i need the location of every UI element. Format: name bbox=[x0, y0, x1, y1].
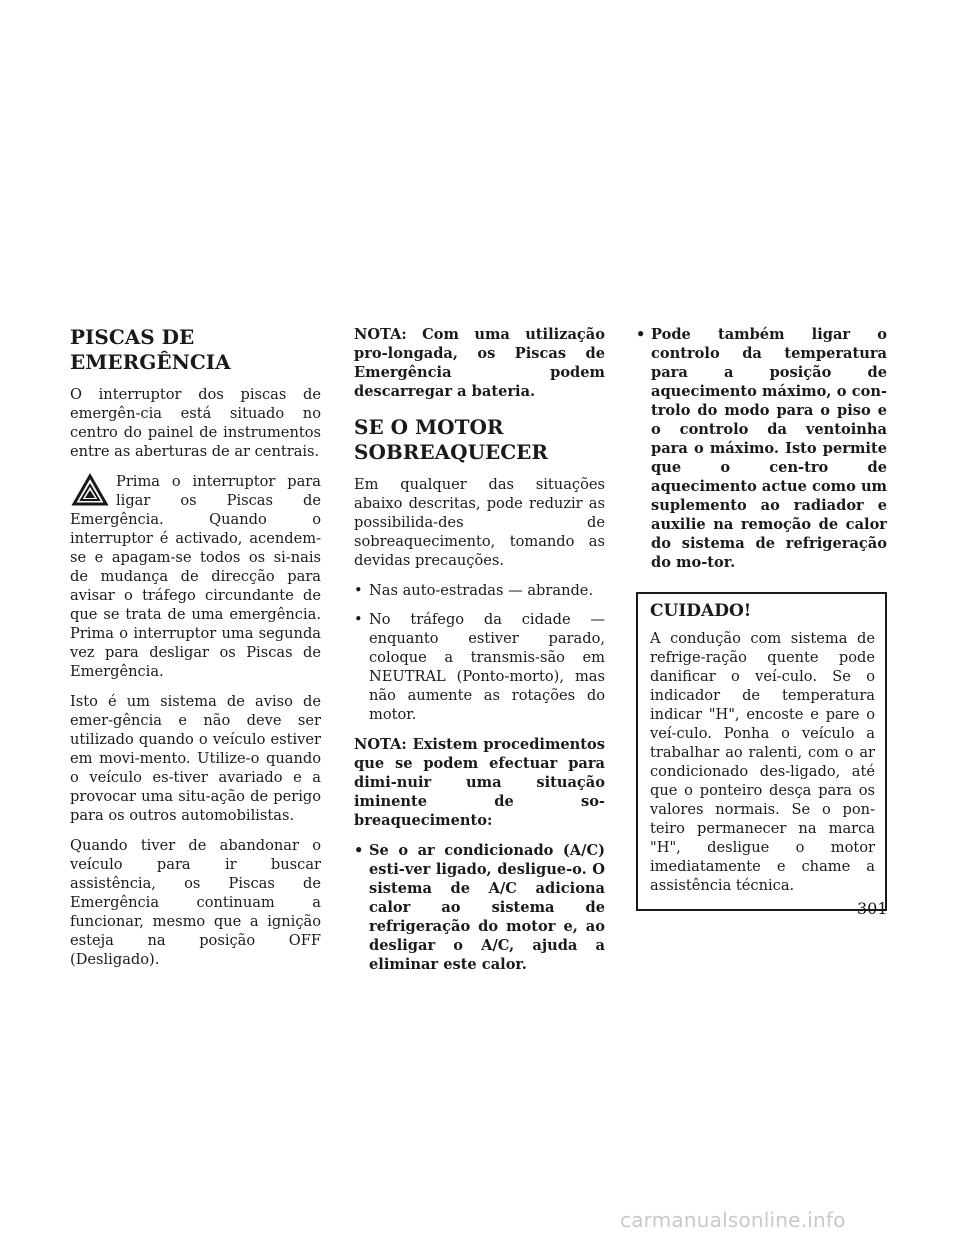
watermark: carmanualsonline.info bbox=[620, 1208, 846, 1232]
heading-engine-overheat: SE O MOTOR SOBREAQUECER bbox=[354, 415, 549, 464]
list-item: • Nas auto-estradas — abrande. bbox=[354, 582, 594, 599]
column-2 bbox=[354, 325, 605, 985]
bullet-icon: • bbox=[636, 326, 646, 343]
caution-title: CUIDADO! bbox=[650, 601, 752, 621]
note-procedures: NOTA: Existem procedimentos que se podem efectuar para dimi-nuir uma situação iminente de so-breaquecimento: bbox=[354, 736, 605, 829]
caution-box bbox=[636, 592, 887, 911]
column-1 bbox=[70, 325, 321, 980]
caution-text: A condução com sistema de refrige-ração quente pode danificar o veí-culo. Se o indicador de temperatura indicar "H", encoste e pare o veí-culo. Ponha o veículo a trabalhar ao ralenti, com o ar condicionado des-ligado, até que o ponteiro desça para os valores normais. Se o pon-teiro permanecer na marca "H", desligue o motor imediatamente e chame a assistência técnica. bbox=[650, 630, 875, 894]
note-battery-drain: NOTA: Com uma utilização pro-longada, os Piscas de Emergência podem descarregar a bateria. bbox=[354, 326, 605, 400]
bullet-icon: • bbox=[354, 842, 364, 859]
list-item: • Se o ar condicionado (A/C) esti-ver ligado, desligue-o. O sistema de A/C adiciona calor ao sistema de refrigeração do motor e, ao desligar o A/C, ajuda a eliminar este calor. bbox=[354, 842, 605, 973]
list-item: • No tráfego da cidade — enquanto estiver parado, coloque a transmis-são em NEUTRAL (Ponto-morto), mas não aumente as rotações do motor. bbox=[354, 611, 605, 723]
procedures-list bbox=[354, 841, 605, 974]
hazard-paragraph bbox=[70, 472, 321, 681]
page-number: 301 bbox=[857, 899, 888, 918]
list-item: • Pode também ligar o controlo da temperatura para a posição de aquecimento máximo, o con-trolo do modo para o piso e o controlo da ventoinha para o máximo. Isto permite que o cen-tro de aquecimento actue como um suplemento ao radiador e auxilie na remoção de calor do sistema de refrigeração do mo-tor. bbox=[636, 326, 887, 571]
paragraph-leave-vehicle: Quando tiver de abandonar o veículo para ir buscar assistência, os Piscas de Emergência continuam a funcionar, mesmo que a ignição esteja na posição OFF (Desligado). bbox=[70, 837, 321, 968]
paragraph-press-switch: Prima o interruptor para ligar os Piscas de Emergência. Quando o interruptor é activado, acendem-se e apagam-se todos os si-nais de mudança de direcção para avisar o tráfego circundante de que se trata de uma emergência. Prima o interruptor uma segunda vez para desligar os Piscas de Emergência. bbox=[70, 473, 321, 680]
column-3 bbox=[636, 325, 887, 911]
paragraph-switch-location: O interruptor dos piscas de emergên-cia está situado no centro do painel de instrumentos entre as aberturas de ar centrais. bbox=[70, 386, 321, 460]
bullet-icon: • bbox=[354, 582, 363, 599]
procedures-list-continued bbox=[636, 325, 887, 572]
paragraph-overheat-intro: Em qualquer das situações abaixo descritas, pode reduzir as possibilida-des de sobreaquecimento, tomando as devidas precauções. bbox=[354, 476, 605, 569]
hazard-triangle-icon bbox=[70, 472, 110, 508]
paragraph-warning-system: Isto é um sistema de aviso de emer-gência e não deve ser utilizado quando o veículo estiver em movi-mento. Utilize-o quando o veículo es-tiver avariado e a provocar uma situ-ação de perigo para os outros automobilistas. bbox=[70, 693, 321, 824]
overheat-precautions-list bbox=[354, 581, 605, 724]
heading-hazard-warning: PISCAS DE EMERGÊNCIA bbox=[70, 325, 231, 374]
bullet-icon: • bbox=[354, 611, 363, 628]
